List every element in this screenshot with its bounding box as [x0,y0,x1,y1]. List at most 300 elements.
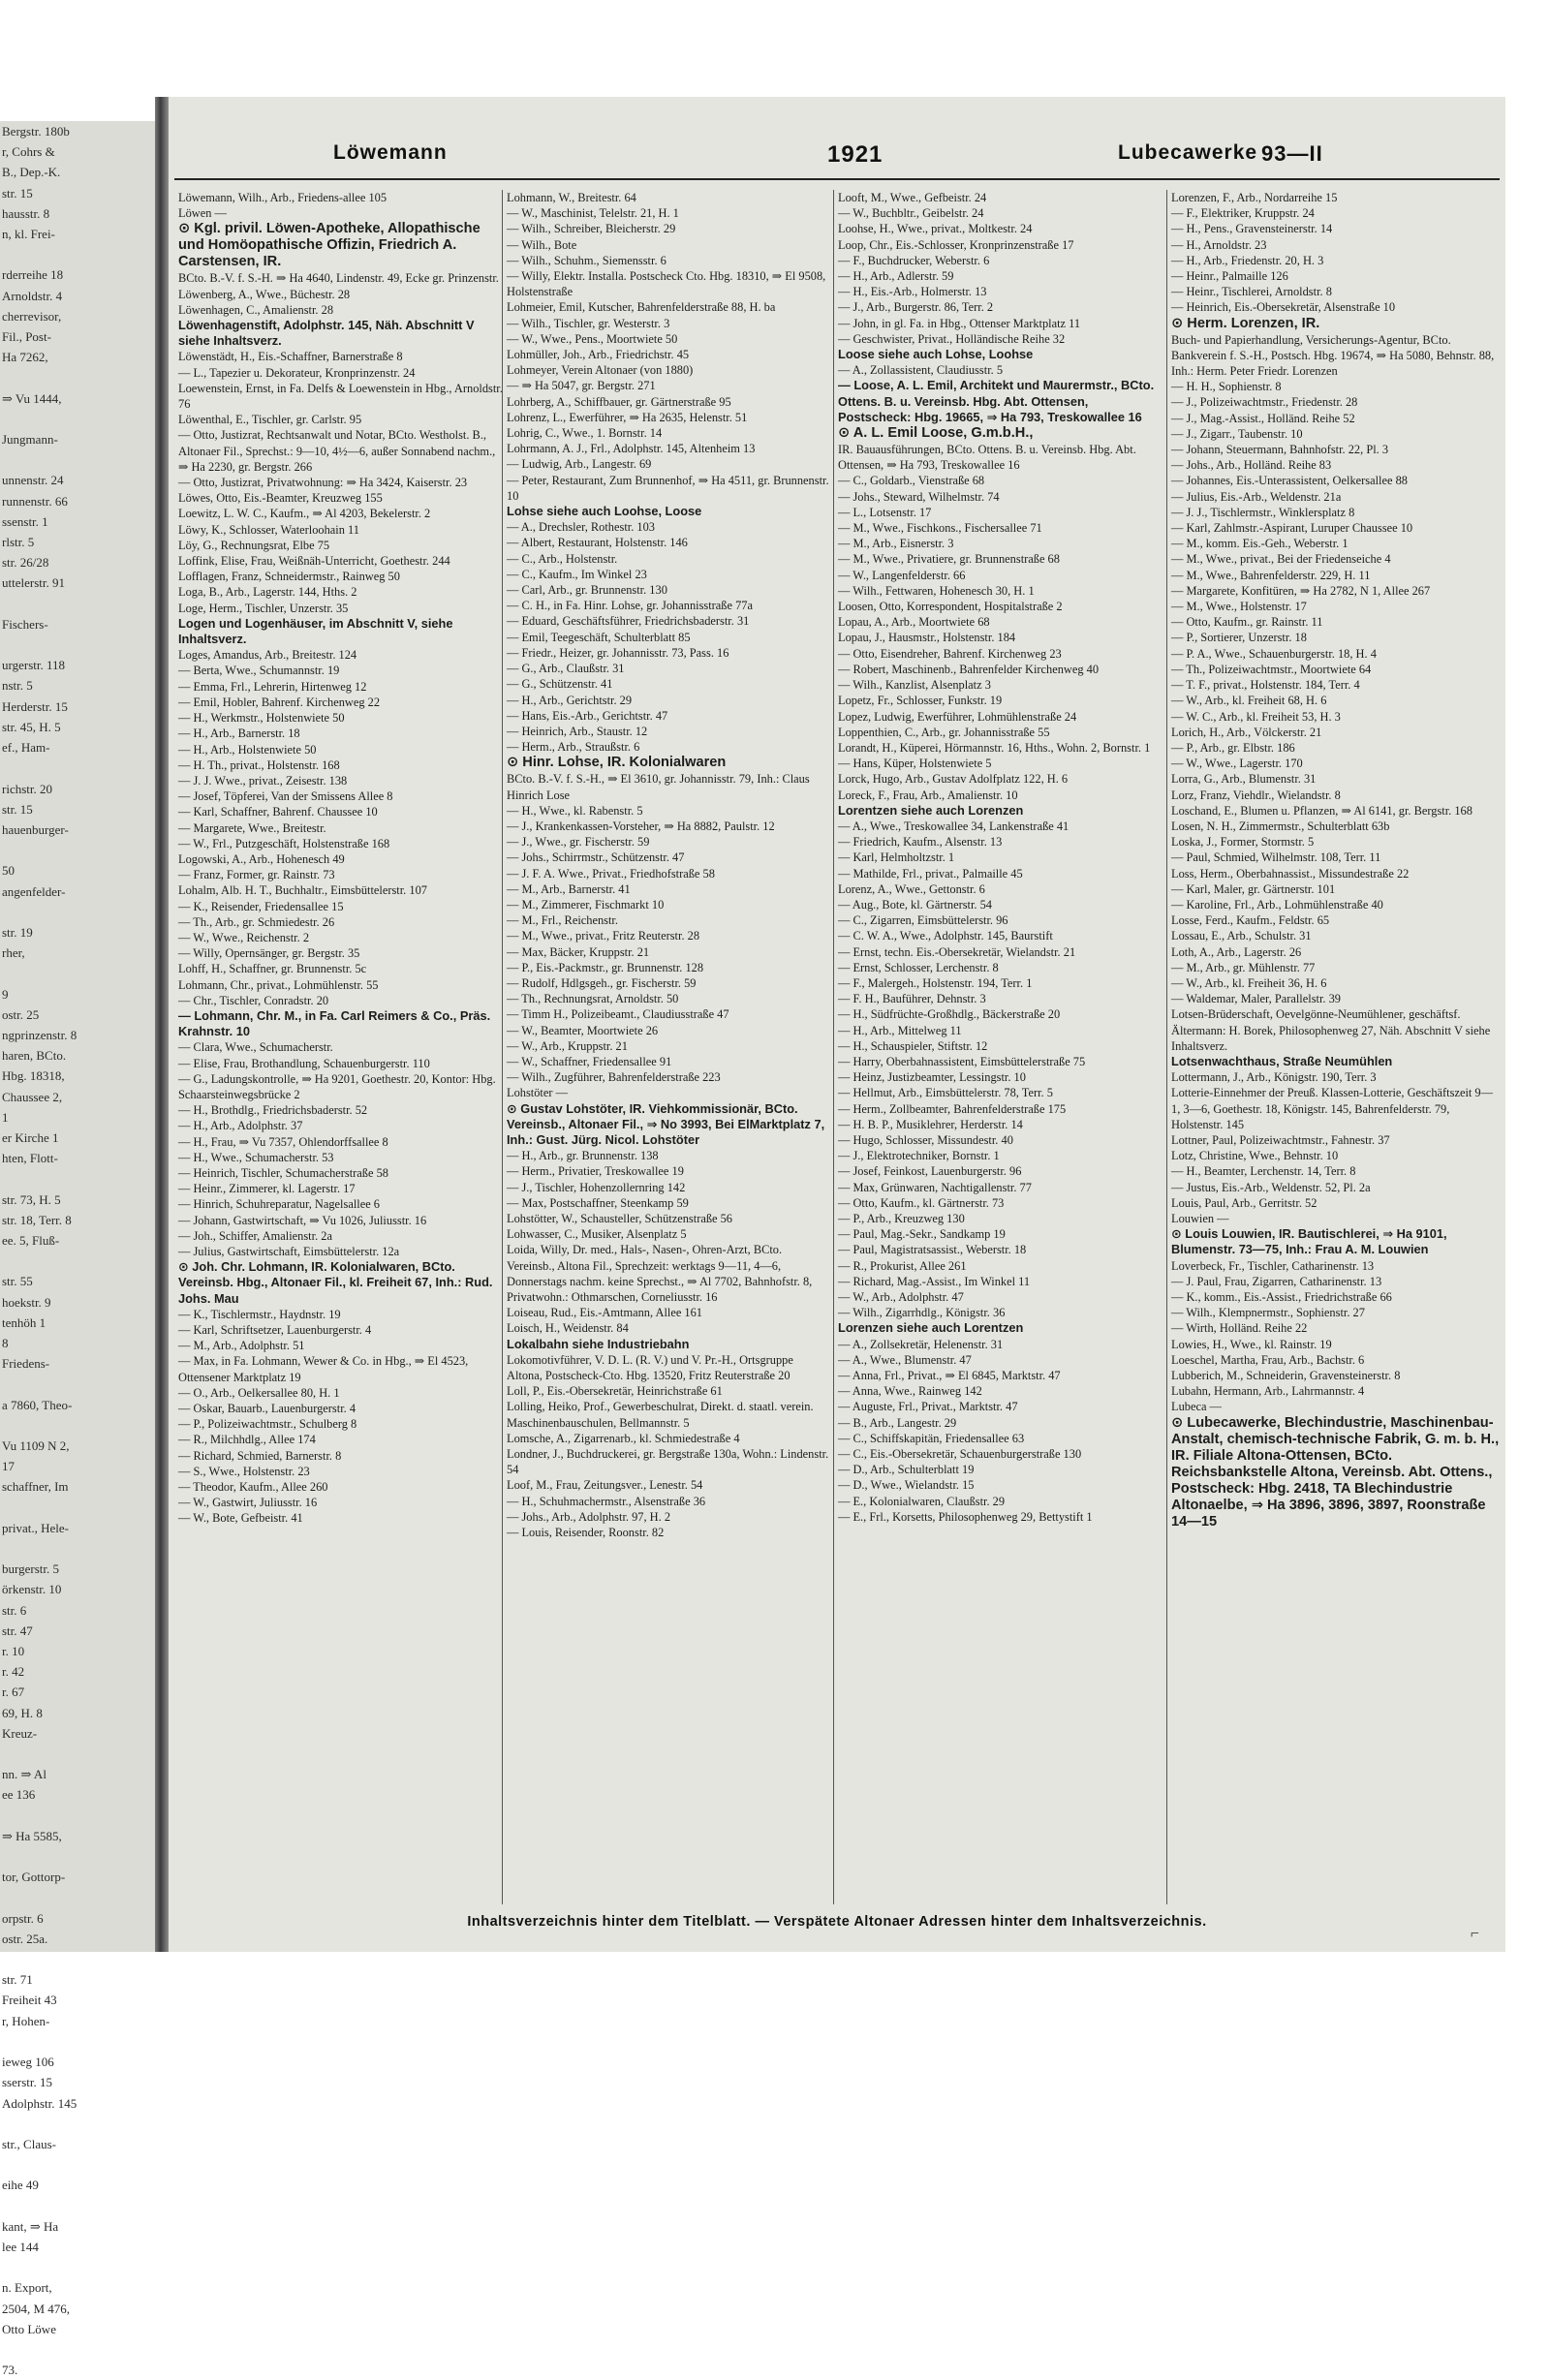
directory-entry: — Eduard, Geschäftsführer, Friedrichsbaderstr. 31 [507,614,750,629]
directory-entry: — Chr., Tischler, Conradstr. 20 [178,993,329,1007]
left-page-line: n, kl. Frei- [2,227,55,242]
directory-entry: — Heinr., Tischlerei, Arnoldstr. 8 [1171,285,1332,299]
directory-entry: — H., Arb., gr. Brunnenstr. 138 [507,1149,659,1163]
directory-entry: — H., Brothdlg., Friedrichsbaderstr. 52 [178,1103,368,1118]
directory-entry: — Anna, Wwe., Rainweg 142 [838,1384,982,1399]
directory-entry: — Karl, Helmholtzstr. 1 [838,850,955,865]
directory-entry: — M., Wwe., Fischkons., Fischersallee 71 [838,521,1042,536]
directory-entry: — H., Arb., Holstenwiete 50 [178,742,317,757]
left-page-line: 8 [2,1335,9,1350]
directory-entry: — H., Beamter, Lerchenstr. 14, Terr. 8 [1171,1164,1356,1179]
directory-entry: — M., Zimmerer, Fischmarkt 10 [507,897,665,912]
directory-entry: — Johann, Gastwirtschaft, ⇒ Vu 1026, Juliusstr. 16 [178,1213,427,1227]
directory-entry: Loop, Chr., Eis.-Schlosser, Kronprinzenstraße 17 [838,237,1074,252]
directory-entry: — C., Arb., Holstenstr. [507,551,618,566]
directory-entry: — Wilh., Kanzlist, Alsenplatz 3 [838,678,991,693]
directory-entry: — C. W. A., Wwe., Adolphstr. 145, Baurstift [838,929,1053,943]
directory-entry: Loth, A., Arb., Lagerstr. 26 [1171,944,1302,959]
directory-entry: Löwes, Otto, Eis.-Beamter, Kreuzweg 155 [178,491,383,506]
directory-entry: — Ludwig, Arb., Langestr. 69 [507,457,652,472]
directory-entry: — C., Schiffskapitän, Friedensallee 63 [838,1431,1025,1445]
left-page-line: r. 67 [2,1685,25,1700]
left-page-line: str. 6 [2,1602,27,1618]
directory-entry: Lubeca — [1171,1400,1222,1414]
directory-entry: Lopau, J., Hausmstr., Holstenstr. 184 [838,631,1016,645]
left-page-line [0,1374,155,1394]
left-page-line: nn. ⇒ Al [2,1767,46,1782]
directory-entry: — Julius, Gastwirtschaft, Eimsbüttelerstr. 12a [178,1245,400,1258]
left-page-line [0,1949,155,1969]
directory-entry: Lorentzen siehe auch Lorenzen [838,802,1024,818]
directory-entry: Lopau, A., Arb., Moortwiete 68 [838,615,990,630]
directory-entry: ⊙ Joh. Chr. Lohmann, IR. Kolonialwaren, BCto. Vereinsb. Hbg., Altonaer Fil., kl. Freiheit 67, Inh.: Rud. Johs. Mau [178,1259,493,1306]
left-page-line: Adolphstr. 145 [2,2095,78,2111]
directory-entry: Lohmann, W., Breitestr. 64 [507,191,636,204]
directory-entry: Logowski, A., Arb., Hohenesch 49 [178,851,345,866]
directory-entry: — Emil, Teegeschäft, Schulterblatt 85 [507,630,691,644]
directory-entry: — Th., Polizeiwachtmstr., Moortwiete 64 [1171,662,1372,676]
directory-entry: — Harry, Oberbahnassistent, Eimsbüttelerstraße 75 [838,1054,1086,1068]
directory-entry: — A., Zollsekretär, Helenenstr. 31 [838,1337,1004,1351]
directory-entry: — P. A., Wwe., Schauenburgerstr. 18, H. 4 [1171,646,1377,661]
directory-entry: — Johann, Steuermann, Bahnhofstr. 22, Pl. 3 [1171,443,1389,457]
directory-entry: Loreck, F., Frau, Arb., Amalienstr. 10 [838,788,1018,802]
directory-entry: — Max, in Fa. Lohmann, Wewer & Co. in Hbg., ⇒ El 4523, Ottensener Marktplatz 19 [178,1354,469,1384]
directory-entry: — C., Zigarren, Eimsbüttelerstr. 96 [838,913,1008,928]
left-page-line [0,1251,155,1271]
directory-entry: Loga, B., Arb., Lagerstr. 144, Hths. 2 [178,585,357,600]
left-page-line: Ha 7262, [2,350,48,365]
directory-entry: Lohstöter — [507,1086,568,1100]
left-page-line [0,2339,155,2360]
directory-entry: — H. H., Sophienstr. 8 [1171,380,1282,394]
book-gutter [155,97,169,1952]
directory-entry: — W., Schaffner, Friedensallee 91 [507,1054,672,1068]
left-page-line: eihe 49 [2,2178,39,2193]
directory-entry: — Johs., Arb., Holländ. Reihe 83 [1171,458,1332,473]
left-page-line: ostr. 25a. [2,1931,48,1946]
directory-entry: — P., Arb., Kreuzweg 130 [838,1212,965,1225]
directory-entry: Loohse, H., Wwe., privat., Moltkestr. 24 [838,222,1033,236]
directory-entry: — Paul, Mag.-Sekr., Sandkamp 19 [838,1227,1006,1242]
directory-entry: Lohstötter, W., Schausteller, Schützenstraße 56 [507,1212,733,1225]
directory-entry: BCto. B.-V. f. S.-H. ⇒ Ha 4640, Lindenstr. 49, Ecke gr. Prinzenstr. [178,271,499,286]
left-page-line: burgerstr. 5 [2,1561,59,1577]
directory-entry: — C., Eis.-Obersekretär, Schauenburgerstraße 130 [838,1447,1082,1462]
left-page-line: Chaussee 2, [2,1089,63,1104]
left-page-line: str. 73, H. 5 [2,1191,61,1207]
directory-entry: Löwenberg, A., Wwe., Büchestr. 28 [178,287,351,301]
directory-entry: Lorra, G., Arb., Blumenstr. 31 [1171,772,1317,787]
left-page-line: rderreihe 18 [2,267,64,283]
left-page-line [0,1498,155,1518]
directory-entry: Lottner, Paul, Polizeiwachtmstr., Fahnestr. 37 [1171,1132,1390,1147]
left-page-line: ef., Ham- [2,740,50,756]
directory-entry: Lohrmann, A. J., Frl., Adolphstr. 145, Altenheim 13 [507,442,756,456]
directory-entry: Lorck, Hugo, Arb., Gustav Adolfplatz 122, H. 6 [838,772,1069,787]
left-page-line: Freiheit 43 [2,1993,57,2008]
directory-entry: — W., Buchbltr., Geibelstr. 24 [838,206,984,221]
directory-entry: Lotsenwachthaus, Straße Neumühlen [1171,1053,1393,1068]
directory-entry: — Karl, Schriftsetzer, Lauenburgerstr. 4 [178,1323,372,1338]
directory-entry: — Louis, Reisender, Roonstr. 82 [507,1526,665,1540]
left-page-line: ngprinzenstr. 8 [2,1027,78,1042]
directory-entry: Lotz, Christine, Wwe., Behnstr. 10 [1171,1149,1339,1163]
directory-entry: — H., Wwe., kl. Rabenstr. 5 [507,803,643,818]
directory-entry: — W., Wwe., Pens., Moortwiete 50 [507,331,678,346]
directory-entry: ⊙ Gustav Lohstöter, IR. Viehkommissionär, BCto. Vereinsb., Altonaer Fil., ⇒ No 3993, Bei ElMarktplatz 7, Inh.: Gust. Jürg. Nicol. Lohstöter [507,1100,825,1147]
directory-entry: — Franz, Former, gr. Rainstr. 73 [178,868,335,882]
directory-entry: — Wilh., Tischler, gr. Westerstr. 3 [507,316,670,330]
directory-entry: — Oskar, Bauarb., Lauenburgerstr. 4 [178,1402,356,1416]
left-page-line: hauenburger- [2,821,69,837]
directory-entry: — J., Tischler, Hohenzollernring 142 [507,1180,686,1194]
directory-entry: — B., Arb., Langestr. 29 [838,1415,957,1430]
directory-entry: — Peter, Restaurant, Zum Brunnenhof, ⇒ Ha 4511, gr. Brunnenstr. 10 [507,473,829,503]
directory-entry: — Wirth, Holländ. Reihe 22 [1171,1321,1308,1336]
directory-entry: — Max, Bäcker, Kruppstr. 21 [507,944,650,959]
directory-entry: ⊙ Louis Louwien, IR. Bautischlerei, ⇒ Ha 9101, Blumenstr. 73—75, Inh.: Frau A. M. Louwien [1171,1226,1447,1257]
left-page-line: ee. 5, Fluß- [2,1232,60,1248]
directory-entry: — J., Polizeiwachtmstr., Friedenstr. 28 [1171,395,1358,410]
directory-entry: — W., Langenfelderstr. 66 [838,568,966,582]
directory-entry: — P., Sortierer, Unzerstr. 18 [1171,631,1307,645]
directory-entry: — Friedrich, Kaufm., Alsenstr. 13 [838,835,1003,850]
directory-entry: — M., Wwe., Bahrenfelderstr. 229, H. 11 [1171,568,1371,582]
left-page-line [0,963,155,983]
directory-entry: Lorenzen siehe auch Lorentzen [838,1320,1024,1336]
directory-entry: — Margarete, Wwe., Breitestr. [178,820,326,835]
left-page-line: er Kirche 1 [2,1129,59,1145]
left-page-line: Kreuz- [2,1725,38,1741]
directory-entry: Lotsen-Brüderschaft, Oevelgönne-Neumühlener, geschäftsf. Ältermann: H. Borek, Philosophenweg 27, Näh. Abschnitt V siehe Inhaltsverz. [1171,1007,1491,1053]
directory-entry: — Wilh., Bote [507,237,577,252]
directory-entry: — J. F. A. Wwe., Privat., Friedhofstraße 58 [507,866,715,881]
directory-entry: Löwenstädt, H., Eis.-Schaffner, Barnerstraße 8 [178,350,403,364]
directory-entry: — Johs., Schirrmstr., Schützenstr. 47 [507,850,685,865]
directory-entry: — Max, Grünwaren, Nachtigallenstr. 77 [838,1180,1032,1194]
directory-entry: — J., Elektrotechniker, Bornstr. 1 [838,1149,1000,1163]
directory-entry: — K., Reisender, Friedensallee 15 [178,899,344,913]
directory-entry: — H., Arb., Friedenstr. 20, H. 3 [1171,253,1324,267]
directory-entry: — M., Arb., Eisnerstr. 3 [838,537,954,551]
directory-entry: Lokalbahn siehe Industriebahn [507,1336,690,1351]
directory-entry: — R., Milchhdlg., Allee 174 [178,1433,316,1447]
left-page-line: str. 71 [2,1972,33,1988]
directory-entry: — Timm H., Polizeibeamt., Claudiusstraße 47 [507,1007,729,1022]
left-page-line: str. 15 [2,185,33,201]
directory-entry: Loschand, E., Blumen u. Pflanzen, ⇒ Al 6141, gr. Bergstr. 168 [1171,803,1472,818]
directory-entry: Lohrberg, A., Schiffbauer, gr. Gärtnerstraße 95 [507,394,731,409]
directory-entry: ⊙ Hinr. Lohse, IR. Kolonialwaren [507,755,727,771]
directory-entry: Londner, J., Buchdruckerei, gr. Bergstraße 130a, Wohn.: Lindenstr. 54 [507,1447,829,1477]
directory-entry: — F., Elektriker, Kruppstr. 24 [1171,206,1315,221]
left-page-line: str. 55 [2,1274,33,1289]
directory-entry: — A., Wwe., Treskowallee 34, Lankenstraße 41 [838,819,1070,833]
directory-entry: Lowies, H., Wwe., kl. Rainstr. 19 [1171,1337,1332,1351]
left-page-line: orpstr. 6 [2,1910,44,1926]
directory-entry: Lossau, E., Arb., Schulstr. 31 [1171,929,1312,943]
directory-entry: — E., Kolonialwaren, Claußstr. 29 [838,1494,1006,1508]
directory-entry: Lohmeyer, Verein Altonaer (von 1880) [507,363,694,378]
directory-entry: — Josef, Feinkost, Lauenburgerstr. 96 [838,1164,1022,1179]
left-page-line: uttelerstr. 91 [2,575,65,591]
directory-entry: — J., Arb., Burgerstr. 86, Terr. 2 [838,300,994,315]
directory-entry: — Wilh., Zugführer, Bahrenfelderstraße 223 [507,1070,721,1085]
directory-entry: — M., Arb., Adolphstr. 51 [178,1339,305,1353]
left-page-line: Vu 1109 N 2, [2,1438,70,1453]
directory-entry: Löwy, K., Schlosser, Waterloohain 11 [178,522,359,537]
left-page-line [0,1744,155,1764]
directory-entry: — Wilh., Klempnermstr., Sophienstr. 27 [1171,1306,1365,1320]
directory-entry: — Heinz, Justizbeamter, Lessingstr. 10 [838,1070,1026,1085]
left-page-line: ⇒ Ha 5585, [2,1828,62,1843]
directory-entry: — H., Arb., Barnerstr. 18 [178,726,300,741]
directory-entry: Lohmeier, Emil, Kutscher, Bahrenfelderstraße 88, H. ba [507,300,776,315]
directory-entry: Louis, Paul, Arb., Gerritstr. 52 [1171,1195,1318,1210]
left-page-line [0,1846,155,1867]
directory-entry: Lotterie-Einnehmer der Preuß. Klassen-Lotterie, Geschäftszeit 9—1, 3—6, Goethestr. 18, Königstr. 145, Bahrenfelderstr. 79, Holstenstr. 145 [1171,1086,1494,1131]
left-page-line: 2504, M 476, [2,2301,71,2316]
left-page-line [0,840,155,860]
directory-entry: — Otto, Justizrat, Privatwohnung: ⇒ Ha 3424, Kaiserstr. 23 [178,476,468,490]
directory-entry: — Paul, Schmied, Wilhelmstr. 108, Terr. 11 [1171,850,1381,865]
directory-entry: — H., Pens., Gravensteinerstr. 14 [1171,222,1333,236]
directory-entry: — Elise, Frau, Brothandlung, Schauenburgerstr. 110 [178,1056,430,1070]
directory-entry: — M., Arb., Barnerstr. 41 [507,881,631,896]
directory-entry: Löwenhagen, C., Amalienstr. 28 [178,302,334,317]
directory-entry: — Hellmut, Arb., Eimsbüttelerstr. 78, Terr. 5 [838,1086,1053,1100]
directory-entry: ⊙ Herm. Lorenzen, IR. [1171,315,1320,331]
directory-entry: — A., Wwe., Blumenstr. 47 [838,1352,972,1367]
directory-entry: Lolling, Heiko, Prof., Gewerbeschulrat, Direkt. d. staatl. verein. Maschinenbauschulen, Bellmannstr. 5 [507,1400,814,1430]
directory-entry: — Loose, A. L. Emil, Architekt und Maurermstr., BCto. Ottens. B. u. Vereinsb. Hbg. Abt. Ottensen, Postscheck: Hbg. 19665, ⇒ Ha 793, Treskowallee 16 [838,378,1155,424]
left-page-line: tor, Gottorp- [2,1870,66,1885]
directory-entry: Lorenzen, F., Arb., Nordarreihe 15 [1171,191,1338,204]
column-1 [174,190,503,1904]
directory-entry: — Wilh., Schreiber, Bleicherstr. 29 [507,222,676,236]
header-left-keyword: Löwemann [333,141,448,164]
directory-entry: Lohff, H., Schaffner, gr. Brunnenstr. 5c [178,962,367,976]
left-page-line: richstr. 20 [2,781,52,796]
directory-entry: — Geschwister, Privat., Holländische Reihe 32 [838,331,1066,346]
directory-entry: Lopez, Ludwig, Ewerführer, Lohmühlenstraße 24 [838,709,1077,724]
directory-entry: — H., Arb., Adlerstr. 59 [838,269,954,284]
left-page-line: rher, [2,945,25,961]
directory-entry: — Auguste, Frl., Privat., Marktstr. 47 [838,1400,1018,1414]
directory-entry: — F. H., Bauführer, Dehnstr. 3 [838,992,986,1006]
directory-entry: — Emil, Hobler, Bahrenf. Kirchenweg 22 [178,695,381,709]
header-rule [174,178,1500,180]
directory-entry: Loof, M., Frau, Zeitungsver., Lenestr. 54 [507,1478,703,1493]
directory-entry: — H., Schauspieler, Stiftstr. 12 [838,1038,988,1053]
left-page-line: 9 [2,986,9,1002]
left-page-line [0,2257,155,2277]
left-page-line: Herderstr. 15 [2,698,68,714]
directory-entry: — W., Wwe., Reichenstr. 2 [178,930,310,944]
directory-entry: Lohrig, C., Wwe., 1. Bornstr. 14 [507,426,663,441]
directory-page [169,97,1505,1952]
directory-entry: Löwenthal, E., Tischler, gr. Carlstr. 95 [178,413,362,427]
left-page-line [0,1806,155,1826]
directory-entry: Lubberich, M., Schneiderin, Gravensteinerstr. 8 [1171,1369,1401,1383]
running-header [169,136,1505,174]
directory-entry: Loges, Amandus, Arb., Breitestr. 124 [178,648,357,663]
directory-entry: — A., Zollassistent, Claudiusstr. 5 [838,363,1004,378]
left-page-line: sserstr. 15 [2,2075,52,2090]
left-page-line [0,2154,155,2175]
left-page-line: r, Cohrs & [2,144,55,160]
left-page-line: 17 [2,1459,15,1474]
left-page-line: str. 18, Terr. 8 [2,1212,72,1227]
left-page-line: Fil., Post- [2,329,51,345]
directory-entry: — P., Eis.-Packmstr., gr. Brunnenstr. 128 [507,960,704,974]
left-page-line: Fischers- [2,616,48,632]
left-page-line: Bergstr. 180b [2,124,70,139]
left-page-line: str. 45, H. 5 [2,719,61,734]
left-page-line: ⇒ Vu 1444, [2,390,62,406]
directory-entry: Lorz, Franz, Viehdlr., Wielandstr. 8 [1171,788,1341,802]
left-page-line [0,1538,155,1559]
directory-entry: — W., Arb., Kruppstr. 21 [507,1038,628,1053]
directory-entry: Loewenstein, Ernst, in Fa. Delfs & Loewenstein in Hbg., Arnoldstr. 76 [178,381,503,412]
directory-entry: — H., Arb., Adolphstr. 37 [178,1119,303,1133]
directory-entry: Lorandt, H., Küperei, Hörmannstr. 16, Hths., Wohn. 2, Bornstr. 1 [838,740,1151,755]
left-page-line [0,2114,155,2134]
directory-entry: — K., Tischlermstr., Haydnstr. 19 [178,1307,341,1321]
directory-entry: — Th., Rechnungsrat, Arnoldstr. 50 [507,992,679,1006]
left-page-line [0,409,155,429]
directory-entry: — M., Wwe., Privatiere, gr. Brunnenstraße 68 [838,552,1060,567]
corner-mark: ⌐ [1471,1926,1480,1942]
left-page-line: ostr. 25 [2,1006,40,1022]
left-page-line: r. 10 [2,1644,25,1659]
directory-entry: Löwen — [178,206,227,221]
directory-entry: Loosen, Otto, Korrespondent, Hospitalstraße 2 [838,600,1063,614]
directory-entry: — Heinr., Palmaille 126 [1171,269,1288,284]
directory-entry: — Heinrich, Arb., Staustr. 12 [507,724,648,738]
header-year: 1921 [827,141,884,168]
directory-entry: — W., Arb., kl. Freiheit 36, H. 6 [1171,975,1327,990]
directory-entry: Loida, Willy, Dr. med., Hals-, Nasen-, Ohren-Arzt, BCto. Vereinsb., Altona Fil., Sprechzeit: werktags 9—11, 4—6, Donnerstags nachm. keine Sprechst., ⇒ Al 7702, Bahnhofstr. 8, Privatwohn.: Othmarschen, Corneliusstr. 16 [507,1243,813,1305]
directory-entry: — Lohmann, Chr. M., in Fa. Carl Reimers & Co., Präs. Krahnstr. 10 [178,1007,491,1039]
left-page-line: 73. [2,2363,18,2378]
directory-entry: Logen und Logenhäuser, im Abschnitt V, siehe Inhaltsverz. [178,615,453,647]
directory-entry: — G., Arb., Claußstr. 31 [507,662,625,676]
directory-entry: — Richard, Mag.-Assist., Im Winkel 11 [838,1274,1031,1288]
directory-entry: — J. J., Tischlermstr., Winklersplatz 8 [1171,505,1355,519]
left-page-line: cherrevisor, [2,308,62,324]
directory-entry: Loeschel, Martha, Frau, Arb., Bachstr. 6 [1171,1352,1365,1367]
directory-entry: Loewitz, L. W. C., Kaufm., ⇒ Al 4203, Bekelerstr. 2 [178,507,431,521]
directory-entry: Loll, P., Eis.-Obersekretär, Heinrichstraße 61 [507,1384,723,1399]
left-page-line [0,244,155,264]
directory-entry: — Emma, Frl., Lehrerin, Hirtenweg 12 [178,679,367,694]
directory-entry: — Heinrich, Eis.-Obersekretär, Alsenstraße 10 [1171,300,1396,315]
left-page-line: schaffner, Im [2,1479,69,1495]
directory-entry: — W., Frl., Putzgeschäft, Holstenstraße 168 [178,836,390,850]
directory-entry: — J., Wwe., gr. Fischerstr. 59 [507,835,650,850]
directory-entry: — Otto, Justizrat, Rechtsanwalt und Notar, BCto. Westholst. B., Altonaer Fil., Sprechst.: 9—10, 4½—6, außer Sonnabend nachm., ⇒ Ha 2230, gr. Bergstr. 266 [178,428,496,474]
left-page-line: hten, Flott- [2,1151,58,1166]
directory-entry: — Herm., Zollbeamter, Bahrenfelderstraße 175 [838,1101,1067,1116]
directory-entry: — Johannes, Eis.-Unterassistent, Oelkersallee 88 [1171,474,1408,488]
directory-entry: — Friedr., Heizer, gr. Johannisstr. 73, Pass. 16 [507,645,729,660]
directory-entry: — P., Polizeiwachtmstr., Schulberg 8 [178,1417,357,1432]
directory-entry: — Julius, Eis.-Arb., Weldenstr. 21a [1171,489,1342,504]
directory-entry: — Otto, Eisendreher, Bahrenf. Kirchenweg 23 [838,646,1062,661]
directory-entry: — H., Arb., Mittelweg 11 [838,1023,962,1037]
directory-entry: Lofflagen, Franz, Schneidermstr., Rainweg 50 [178,570,400,584]
directory-entry: Lorich, H., Arb., Völckerstr. 21 [1171,725,1322,739]
left-page-line: r. 42 [2,1664,25,1680]
left-page-line: str. 26/28 [2,555,49,571]
directory-entry: — J. Paul, Frau, Zigarren, Catharinenstr. 13 [1171,1274,1382,1288]
left-page-line [0,634,155,655]
left-page-line [0,2196,155,2216]
left-page-line [0,2031,155,2052]
left-page-line: rlstr. 5 [2,535,35,550]
directory-entry: — L., Lotsenstr. 17 [838,505,932,519]
left-page-line: tenhöh 1 [2,1314,46,1330]
directory-entry: Lomsche, A., Zigarrenarb., kl. Schmiedestraße 4 [507,1431,740,1445]
left-page-line [0,1168,155,1189]
directory-entry: — ⇒ Ha 5047, gr. Bergstr. 271 [507,379,656,393]
directory-entry: — Waldemar, Maler, Parallelstr. 39 [1171,992,1341,1006]
directory-entry: — H., Schuhmachermstr., Alsenstraße 36 [507,1494,706,1508]
directory-entry: — H., Eis.-Arb., Holmerstr. 13 [838,285,987,299]
directory-entry: — J. J. Wwe., privat., Zeisestr. 138 [178,773,348,788]
left-page-line: lee 144 [2,2239,39,2254]
directory-entry: — M., komm. Eis.-Geh., Weberstr. 1 [1171,537,1348,551]
directory-entry: Löwenhagenstift, Adolphstr. 145, Näh. Abschnitt V siehe Inhaltsverz. [178,318,475,349]
directory-entry: — Hans, Eis.-Arb., Gerichtstr. 47 [507,708,668,723]
left-page-line: str. 19 [2,924,33,940]
directory-entry: Loppenthien, C., Arb., gr. Johannisstraße 55 [838,725,1050,739]
left-page-line [0,1415,155,1436]
left-page-line: n. Export, [2,2280,52,2296]
directory-entry: BCto. B.-V. f. S.-H., ⇒ El 3610, gr. Johannisstr. 79, Inh.: Claus Hinrich Lose [507,772,810,802]
left-facing-page-edge [0,121,155,2378]
directory-entry: Loverbeck, Fr., Tischler, Catharinenstr. 13 [1171,1258,1375,1273]
directory-entry: IR. Bauausführungen, BCto. Ottens. B. u. Vereinsb. Hbg. Abt. Ottensen, ⇒ Ha 793, Treskowallee 16 [838,443,1136,473]
directory-entry: Lokomotivführer, V. D. L. (R. V.) und V. Pr.-H., Ortsgruppe Altona, Postscheck-Cto. Hbg. 13520, Fritz Reuterstraße 20 [507,1352,793,1383]
directory-entry: Lohwasser, C., Musiker, Alsenplatz 5 [507,1227,687,1242]
left-page-line: ee 136 [2,1787,36,1803]
left-page-line: privat., Hele- [2,1520,69,1535]
directory-entry: — D., Arb., Schulterblatt 19 [838,1463,975,1477]
directory-entry: — F., Malergeh., Holstenstr. 194, Terr. 1 [838,975,1033,990]
directory-entry: — Karl, Schaffner, Bahrenf. Chaussee 10 [178,805,378,819]
directory-entry: — W. C., Arb., kl. Freiheit 53, H. 3 [1171,709,1341,724]
directory-entry: — Wilh., Zigarrhdlg., Königstr. 36 [838,1306,1006,1320]
directory-entry: — Mathilde, Frl., privat., Palmaille 45 [838,866,1023,881]
left-page-line: str. 15 [2,801,33,817]
directory-entry: Losen, N. H., Zimmermstr., Schulterblatt 63b [1171,819,1390,833]
directory-entry: Lottermann, J., Arb., Königstr. 190, Terr. 3 [1171,1070,1377,1085]
directory-entry: — Herm., Privatier, Treskowallee 19 [507,1164,684,1179]
directory-entry: — Th., Arb., gr. Schmiedestr. 26 [178,914,335,929]
directory-entry: — F., Buchdrucker, Weberstr. 6 [838,253,990,267]
directory-entry: — Hinrich, Schuhreparatur, Nagelsallee 6 [178,1197,381,1212]
directory-entry: Loiseau, Rud., Eis.-Amtmann, Allee 161 [507,1306,703,1320]
directory-entry: Buch- und Papierhandlung, Versicherungs-Agentur, BCto. Bankverein f. S.-H., Postsch. Hbg. 19674, ⇒ Ha 5080, Behnstr. 88, Inh.: Herm. Peter Friedr. Lorenzen [1171,332,1495,379]
directory-entry: — H., Arb., Gerichtstr. 29 [507,693,633,707]
directory-entry: — C., Kaufm., Im Winkel 23 [507,567,647,581]
directory-entry: — M., Arb., gr. Mühlenstr. 77 [1171,960,1316,974]
directory-entry: — H., Werkmstr., Holstenwiete 50 [178,711,345,726]
directory-entry: — P., Arb., gr. Elbstr. 186 [1171,740,1295,755]
